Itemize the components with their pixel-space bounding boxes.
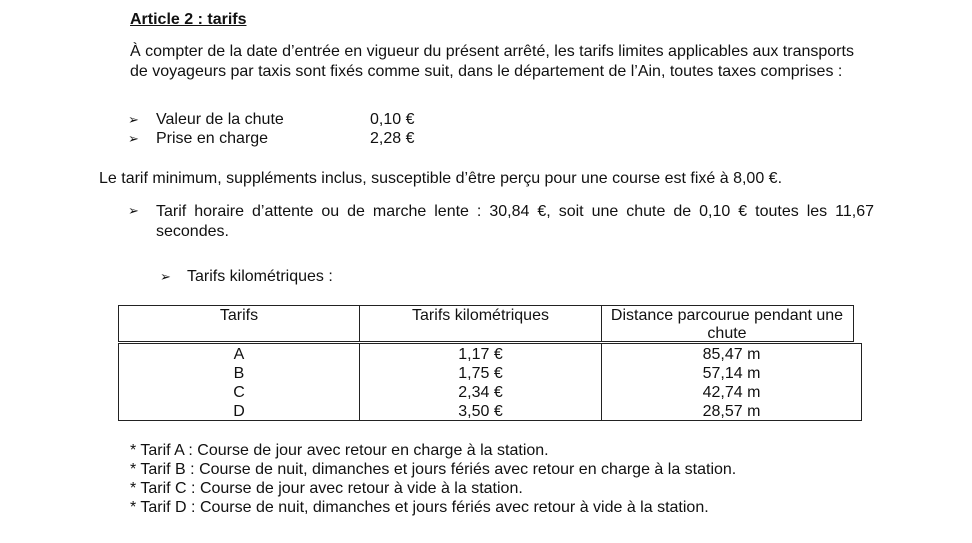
table-cell: 85,47 m xyxy=(702,346,761,363)
km-rates-heading: Tarifs kilométriques : xyxy=(187,268,333,285)
item-value: 0,10 € xyxy=(370,111,415,128)
article-heading: Article 2 : tarifs xyxy=(130,11,247,28)
table-cell: B xyxy=(233,365,245,382)
arrow-bullet-icon: ➢ xyxy=(160,269,171,284)
table-cell: 42,74 m xyxy=(702,384,761,401)
header-cell-tarifs: Tarifs xyxy=(219,307,259,324)
minimum-fare-text: Le tarif minimum, suppléments inclus, susceptible d’être perçu pour une course est fixé à 8,00 €. xyxy=(99,170,783,187)
header-cell-km-rates: Tarifs kilométriques xyxy=(412,307,549,324)
distance-column xyxy=(602,345,861,421)
table-cell: D xyxy=(233,403,245,420)
table-cell: 57,14 m xyxy=(702,365,761,382)
table-cell: 28,57 m xyxy=(702,403,761,420)
note-line: * Tarif B : Course de nuit, dimanches et jours fériés avec retour en charge à la station. xyxy=(130,461,737,478)
price-column xyxy=(360,345,601,421)
table-cell: 3,50 € xyxy=(458,403,503,420)
note-line: * Tarif C : Course de jour avec retour à vide à la station. xyxy=(130,480,523,497)
rates-table-body xyxy=(118,343,862,421)
tarif-column xyxy=(119,345,359,421)
arrow-bullet-icon: ➢ xyxy=(128,203,139,218)
item-value: 2,28 € xyxy=(370,130,415,147)
rates-table-header xyxy=(118,305,854,342)
item-label: Valeur de la chute xyxy=(156,111,284,128)
table-cell: 2,34 € xyxy=(458,384,503,401)
table-cell: 1,75 € xyxy=(458,365,503,382)
table-cell: 1,17 € xyxy=(458,346,503,363)
table-cell: C xyxy=(233,384,245,401)
waiting-rate-text: Tarif horaire d’attente ou de marche lente : 30,84 €, soit une chute de 0,10 € toutes les 11,67 secondes. xyxy=(156,203,874,240)
note-line: * Tarif D : Course de nuit, dimanches et jours fériés avec retour à vide à la station. xyxy=(130,499,709,516)
column-divider xyxy=(601,306,602,341)
note-line: * Tarif A : Course de jour avec retour en charge à la station. xyxy=(130,442,549,459)
item-label: Prise en charge xyxy=(156,130,269,147)
table-cell: A xyxy=(233,346,245,363)
header-cell-distance: Distance parcourue pendant une chute xyxy=(610,307,844,342)
tariff-notes xyxy=(130,441,736,517)
intro-paragraph: À compter de la date d’entrée en vigueur du présent arrêté, les tarifs limites applicables aux transports de voyageurs par taxis sont fixés comme suit, dans le département de l’Ain, toutes taxes comprises : xyxy=(130,43,854,80)
arrow-bullet-icon: ➢ xyxy=(128,131,139,146)
arrow-bullet-icon: ➢ xyxy=(128,112,139,127)
